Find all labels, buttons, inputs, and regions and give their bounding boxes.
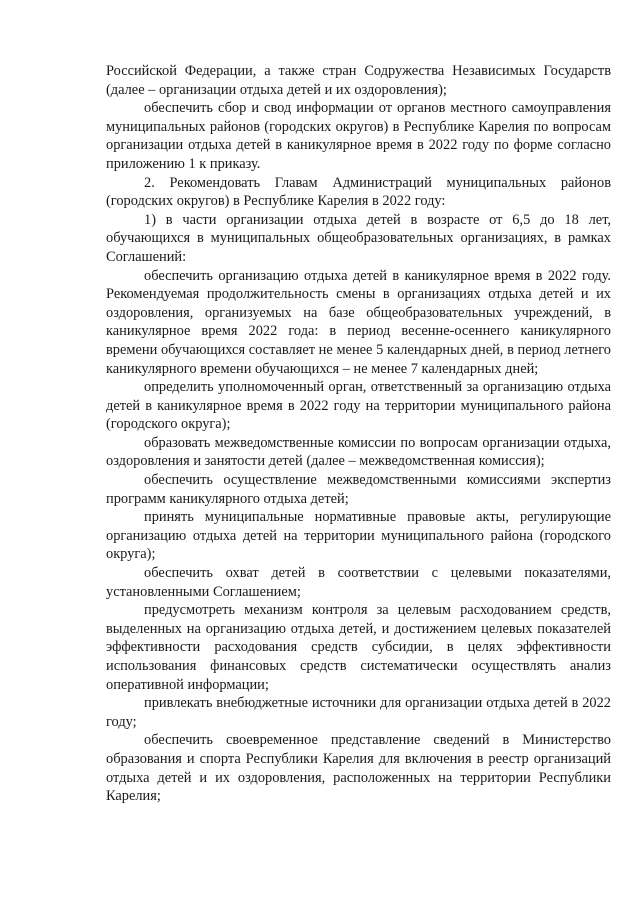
paragraph-expertise: обеспечить осуществление межведомственными комиссиями экспертиз программ каникулярного отдыха детей; <box>106 472 611 507</box>
paragraph-commissions: образовать межведомственные комиссии по вопросам организации отдыха, оздоровления и занятости детей (далее – межведомственная комиссия); <box>106 434 611 470</box>
paragraph-extrabudgetary: привлекать внебюджетные источники для организации отдыха детей в 2022 году; <box>106 695 611 730</box>
paragraph-continuation: Российской Федерации, а также стран Содружества Независимых Государств (далее – организации отдыха детей и их оздоровления); <box>106 63 611 98</box>
paragraph-authorized-body: определить уполномоченный орган, ответственный за организацию отдыха детей в каникулярное время в 2022 году на территории муниципального района (городского округа); <box>106 379 611 433</box>
paragraph-recommendation-heading: 2. Рекомендовать Главам Администраций муниципальных районов (городских округов) в Республике Карелия в 2022 году: <box>106 174 611 210</box>
paragraph-legal-acts: принять муниципальные нормативные правовые акты, регулирующие организацию отдыха детей на территории муниципального района (городского округа); <box>106 509 611 563</box>
paragraph-registry: обеспечить своевременное представление сведений в Министерство образования и спорта Республики Карелия для включения в реестр организаций отдыха детей и их оздоровления, расположенных на территории Республики Карелия; <box>106 732 611 805</box>
paragraph-item-1: 1) в части организации отдыха детей в возрасте от 6,5 до 18 лет, обучающихся в муниципальных общеобразовательных организациях, в рамках Соглашений: <box>106 211 611 265</box>
document-body <box>106 62 611 806</box>
paragraph-organize-rest: обеспечить организацию отдыха детей в каникулярное время в 2022 году. Рекомендуемая продолжительность смены в организациях отдыха детей и их оздоровления, организуемых на базе общеобразовательных учреждений, в каникулярное время 2022 года: в период весенне-осеннего каникулярного времени обучающихся составляет не менее 5 календарных дней, в период летнего каникулярного времени обучающихся – не менее 7 календарных дней; <box>106 267 611 377</box>
paragraph-information-collection: обеспечить сбор и свод информации от органов местного самоуправления муниципальных районов (городских округов) в Республике Карелия по вопросам организации отдыха детей в каникулярное время в 2022 году по форме согласно приложению 1 к приказу. <box>106 100 611 172</box>
paragraph-coverage: обеспечить охват детей в соответствии с целевыми показателями, установленными Соглашением; <box>106 565 611 600</box>
paragraph-control: предусмотреть механизм контроля за целевым расходованием средств, выделенных на организацию отдыха детей, и достижением целевых показателей эффективности расходования средств субсидии, в целях эффективности использования финансовых средств систематически осуществлять анализ оперативной информации; <box>106 602 611 693</box>
